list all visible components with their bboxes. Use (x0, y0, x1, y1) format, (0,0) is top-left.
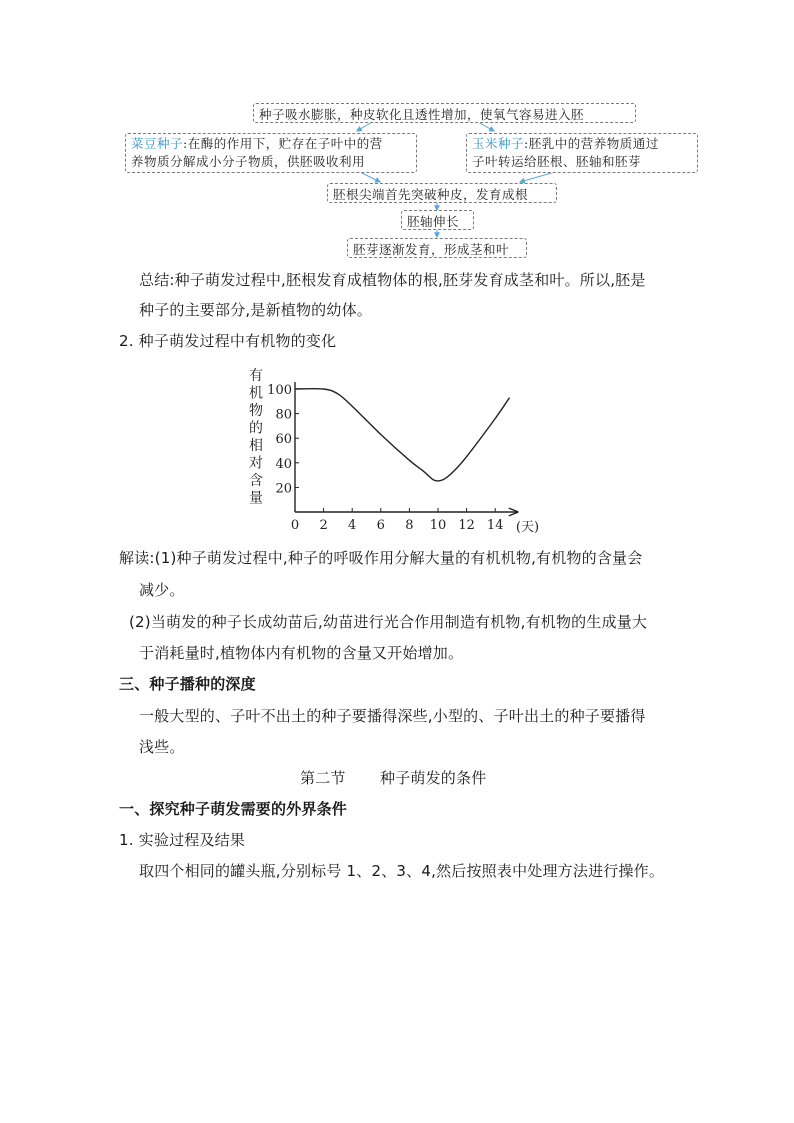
x-tick-label: 6 (376, 518, 385, 533)
x-tick-label: 2 (319, 518, 328, 533)
explain-line-2: 减少。 (139, 581, 185, 599)
x-tick-label: 8 (405, 518, 414, 533)
x-tick-label: 14 (486, 518, 504, 533)
section-3-line-2: 浅些。 (139, 738, 185, 756)
kidney-bean-text-1: :在酶的作用下，贮存在子叶中的营 (183, 136, 383, 151)
series-line-0 (295, 389, 510, 481)
flow-box-corn (466, 133, 698, 173)
flow-box-hypocotyl: 胚轴伸长 (401, 210, 474, 230)
flow-box-plumule: 胚芽逐渐发育，形成茎和叶 (347, 238, 527, 258)
x-tick-label: 10 (429, 518, 447, 533)
part-1-line-1: 取四个相同的罐头瓶,分别标号 1、2、3、4,然后按照表中处理方法进行操作。 (139, 862, 665, 880)
y-tick-label: 20 (275, 481, 292, 497)
explain-line-3: (2)当萌发的种子长成幼苗后,幼苗进行光合作用制造有机物,有机物的生成量大 (129, 613, 648, 631)
section-3-line-1: 一般大型的、子叶不出土的种子要播得深些,小型的、子叶出土的种子要播得 (139, 707, 646, 725)
y-axis-label-char: 有 (249, 368, 263, 384)
corn-label: 玉米种子 (472, 136, 525, 151)
section-3-title: 三、种子播种的深度 (119, 675, 256, 693)
corn-text-2: 子叶转运给胚根、胚轴和胚芽 (472, 154, 642, 169)
y-tick-label: 60 (275, 432, 292, 448)
section-2-title: 2. 种子萌发过程中有机物的变化 (119, 332, 337, 350)
part-1-subtitle: 1. 实验过程及结果 (119, 831, 246, 849)
flow-box-top: 种子吸水膨胀，种皮软化且透性增加，使氧气容易进入胚 (253, 103, 636, 123)
summary-line-1: 总结:种子萌发过程中,胚根发育成植物体的根,胚芽发育成茎和叶。所以,胚是 (139, 271, 646, 289)
y-axis-label-char: 对 (249, 455, 263, 472)
flow-box-radicle: 胚根尖端首先突破种皮，发育成根 (327, 183, 557, 203)
y-axis-label-char: 的 (249, 420, 263, 437)
summary-line-2: 种子的主要部分,是新植物的幼体。 (139, 301, 372, 319)
corn-text-1: :胚乳中的营养物质通过 (524, 136, 659, 151)
explain-line-1: 解读:(1)种子萌发过程中,种子的呼吸作用分解大量的有机机物,有机物的含量会 (119, 549, 643, 567)
section-heading-title: 种子萌发的条件 (380, 769, 487, 787)
y-tick-label: 80 (275, 407, 292, 423)
y-axis-label-char: 相 (249, 438, 263, 454)
section-heading-number: 第二节 (300, 769, 346, 787)
flow-box-kidney-bean (125, 133, 417, 173)
x-tick-label: 4 (348, 518, 357, 533)
part-1-title: 一、探究种子萌发需要的外界条件 (119, 800, 348, 818)
kidney-bean-label: 菜豆种子 (131, 136, 184, 151)
explain-line-4: 于消耗量时,植物体内有机物的含量又开始增加。 (139, 644, 464, 662)
kidney-bean-text-2: 养物质分解成小分子物质，供胚吸收利用 (131, 154, 366, 169)
y-axis-label-char: 含 (249, 473, 263, 489)
x-tick-label: 0 (290, 518, 300, 533)
y-axis-label-char: 机 (249, 385, 263, 402)
organic-matter-chart (230, 360, 560, 540)
y-axis-label-char: 量 (249, 490, 263, 507)
x-axis-label: (天) (515, 520, 540, 535)
y-tick-label: 100 (267, 383, 292, 398)
y-axis-label-char: 物 (249, 403, 263, 419)
x-tick-label: 12 (458, 518, 475, 533)
y-tick-label: 40 (275, 456, 292, 472)
